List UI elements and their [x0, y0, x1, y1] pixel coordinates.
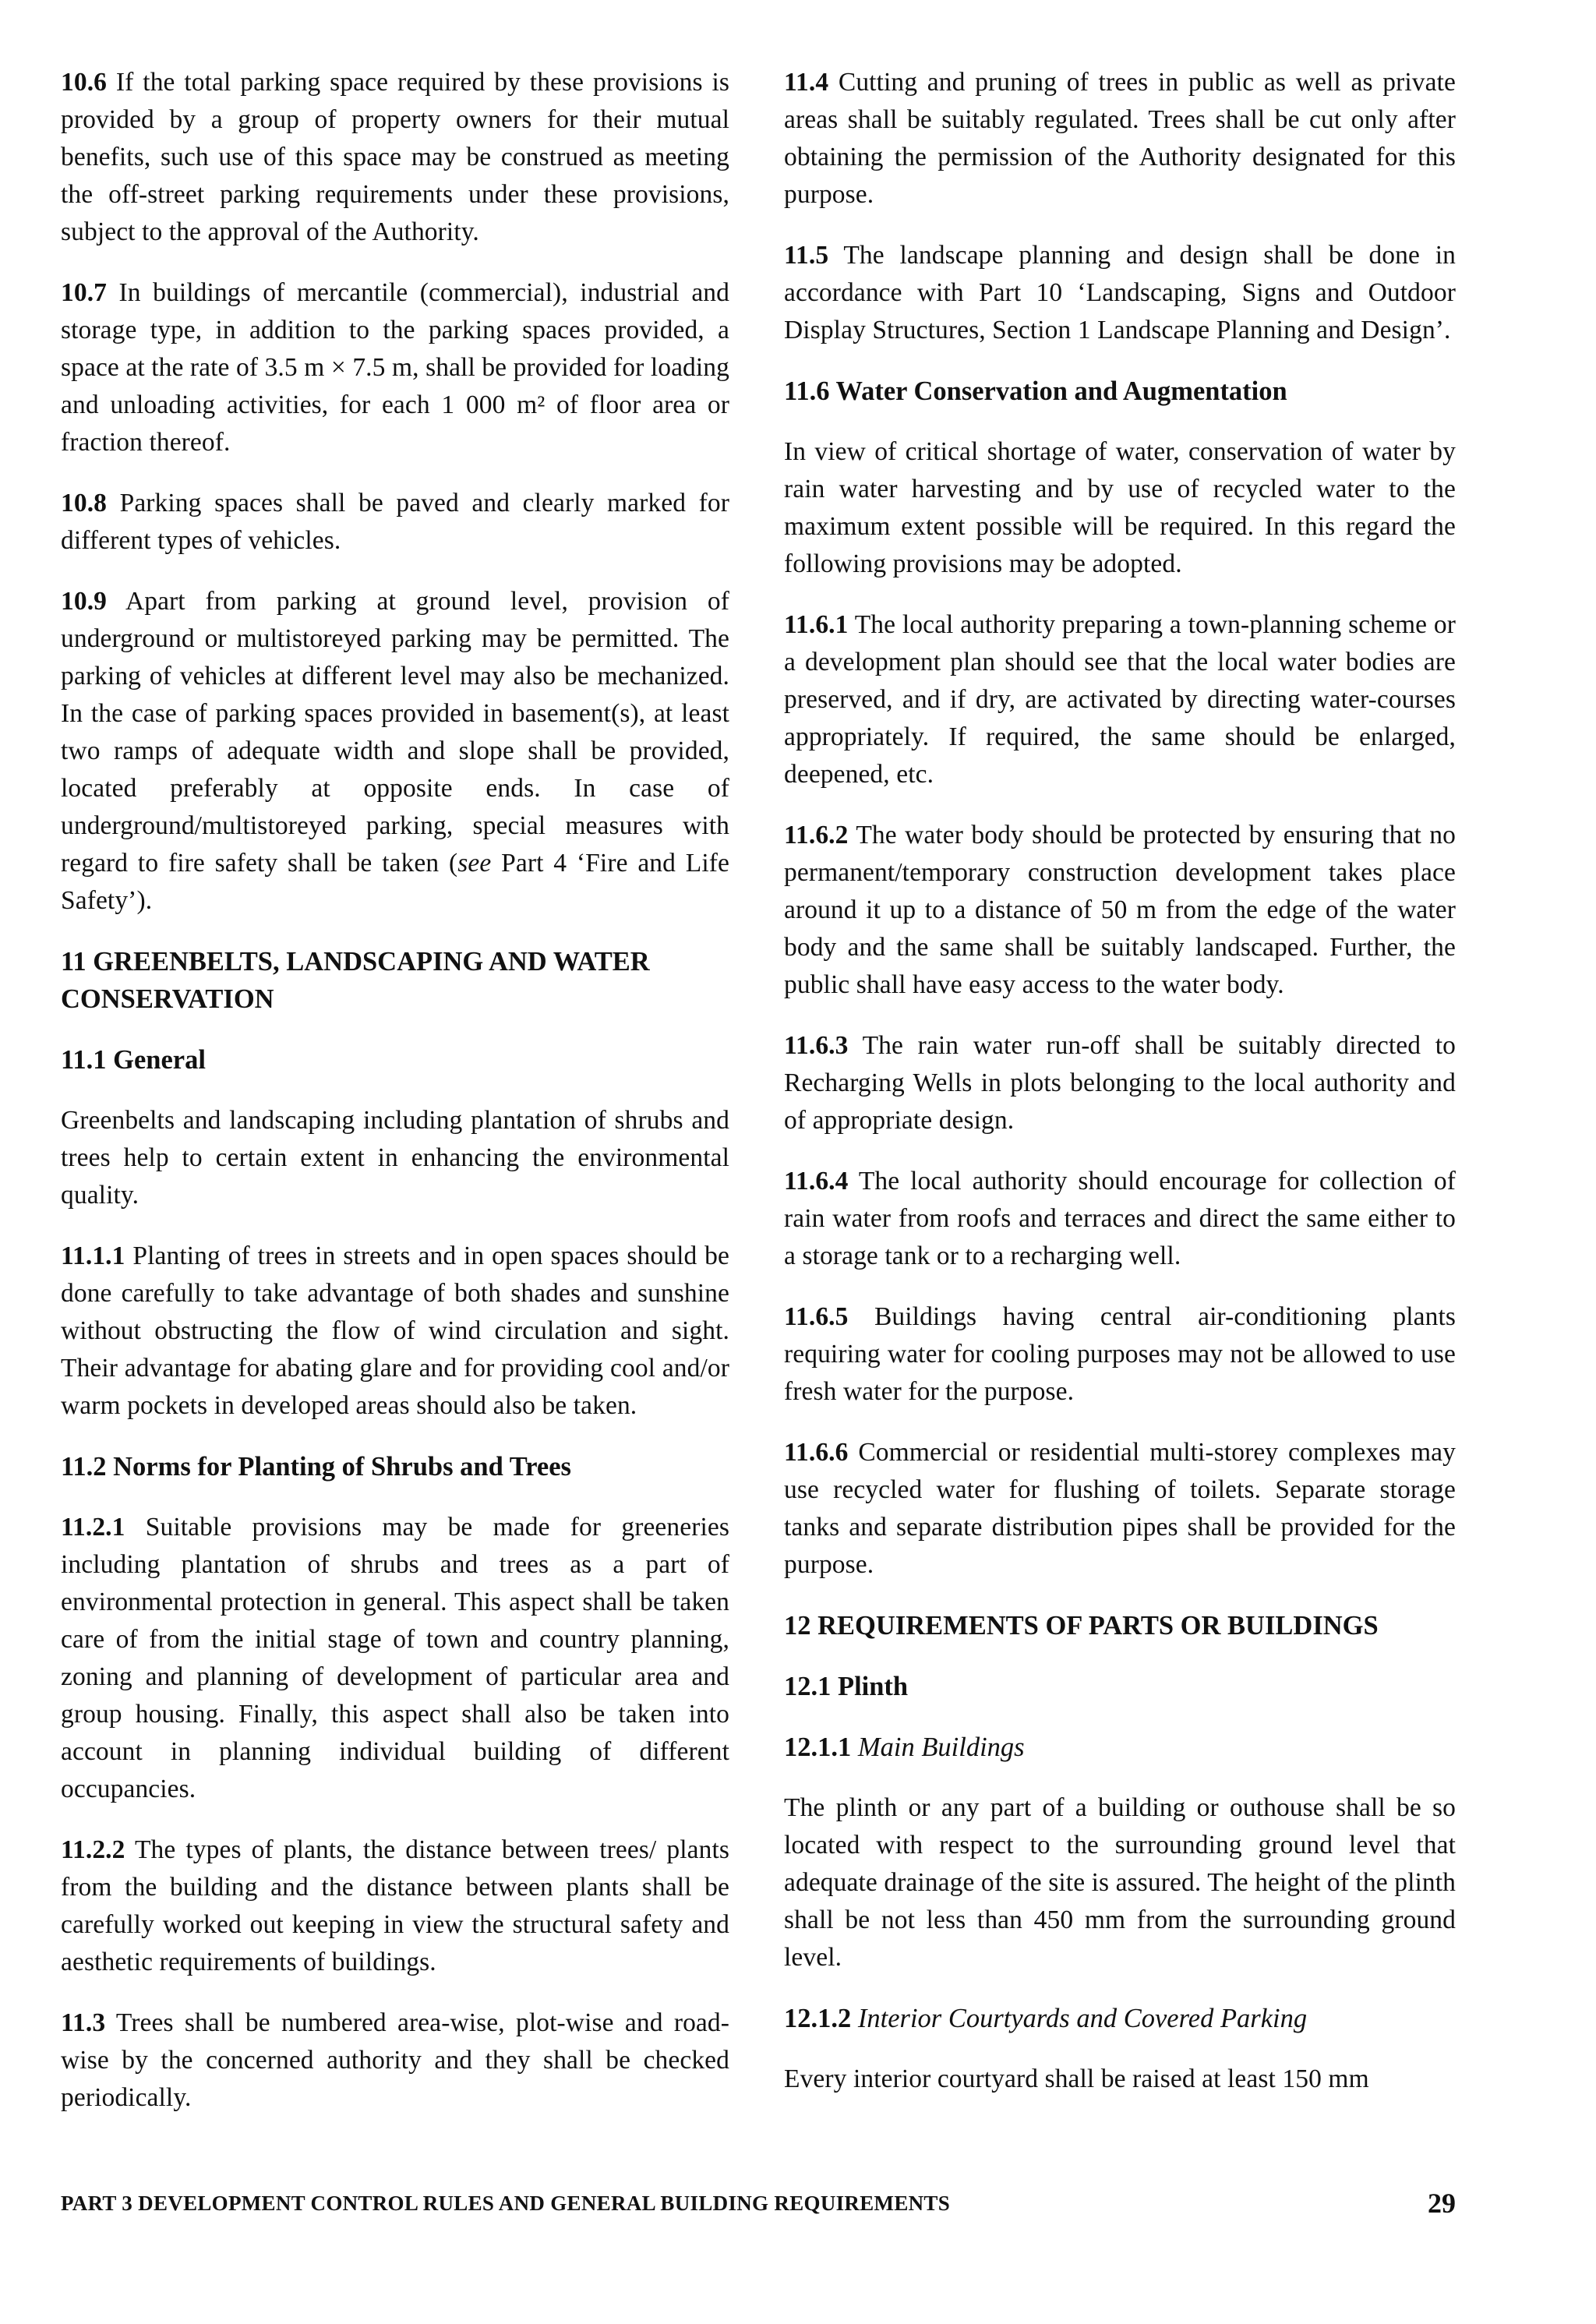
clause-11-4	[784, 64, 1456, 214]
clause-text: The water body should be protected by ensuring that no permanent/temporary construction development takes place around it up to a distance of 50 m from the edge of the water body and the same shall be suitably landscaped. Further, the public shall have easy access to the water body.	[784, 821, 1456, 999]
clause-number: 11.2.1	[61, 1513, 125, 1542]
subheading-12-1	[784, 1668, 1456, 1705]
subheading-12-1-2	[784, 2000, 1456, 2037]
clause-11-6-3	[784, 1027, 1456, 1139]
clause-number: 11.4	[784, 68, 829, 97]
subheading-11-6	[784, 373, 1456, 410]
clause-text: If the total parking space required by these provisions is provided by a group of property owners for their mutual benefits, such use of this space may be construed as meeting the off-street parking requirements under these provisions, subject to the approval of the Authority.	[61, 68, 729, 246]
clause-text: The landscape planning and design shall be done in accordance with Part 10 ‘Landscaping, Signs and Outdoor Display Structures, Section 1 Landscape Planning and Design’.	[784, 241, 1456, 344]
clause-10-8	[61, 485, 729, 560]
subheading-text: General	[113, 1045, 206, 1075]
clause-11-2-1	[61, 1509, 729, 1808]
clause-text: Cutting and pruning of trees in public as well as private areas shall be suitably regulated. Trees shall be cut only after obtaining the permission of the Authority designated for this purpose.	[784, 68, 1456, 209]
left-column	[61, 64, 729, 2140]
subheading-text: Plinth	[838, 1672, 909, 1701]
clause-11-6-2	[784, 817, 1456, 1004]
paragraph	[784, 2061, 1456, 2098]
paragraph	[784, 433, 1456, 583]
subheading-text: Norms for Planting of Shrubs and Trees	[113, 1452, 571, 1482]
clause-11-2-2	[61, 1831, 729, 1981]
section-heading	[61, 943, 729, 1018]
subheading-11-1	[61, 1041, 729, 1079]
clause-text: Greenbelts and landscaping including plantation of shrubs and trees help to certain extent in enhancing the environmental quality.	[61, 1106, 729, 1210]
clause-number: 10.9	[61, 587, 108, 616]
clause-number: 12.1.1	[784, 1732, 852, 1762]
clause-text: Commercial or residential multi-storey complexes may use recycled water for flushing of toilets. Separate storage tanks and separate distribution pipes shall be provided for the purpose.	[784, 1438, 1456, 1579]
page-footer	[61, 2187, 1456, 2224]
clause-number: 11.3	[61, 2008, 106, 2037]
clause-number: 11.2	[61, 1452, 107, 1482]
right-column	[784, 64, 1456, 2121]
clause-number: 11.6.1	[784, 610, 849, 639]
clause-number: 11.2.2	[61, 1835, 125, 1864]
clause-number: 11.6.3	[784, 1031, 849, 1060]
clause-text: The local authority preparing a town-planning scheme or a development plan should see that the local water bodies are preserved, and if dry, are activated by directing water-courses appropriately. If required, the same should be enlarged, deepened, etc.	[784, 610, 1456, 789]
clause-text: Every interior courtyard shall be raised at least 150 mm	[784, 2064, 1369, 2093]
clause-11-6-6	[784, 1434, 1456, 1584]
clause-number: 11.6.5	[784, 1302, 849, 1331]
subheading-text: Water Conservation and Augmentation	[835, 376, 1287, 406]
paragraph	[784, 1789, 1456, 1976]
subheading-11-2	[61, 1448, 729, 1485]
clause-10-7	[61, 274, 729, 461]
clause-number: 10.7	[61, 278, 108, 307]
clause-11-5	[784, 237, 1456, 349]
clause-number: 11.6.2	[784, 821, 849, 849]
section-heading	[784, 1607, 1456, 1644]
clause-text: The types of plants, the distance between trees/ plants from the building and the distance between plants shall be carefully worked out keeping in view the structural safety and aesthetic requirements of buildings.	[61, 1835, 730, 1976]
clause-text: Trees shall be numbered area-wise, plot-wise and road-wise by the concerned authority and they shall be checked periodically.	[61, 2008, 729, 2112]
clause-11-1-1	[61, 1238, 729, 1425]
clause-11-6-4	[784, 1163, 1456, 1275]
clause-number: 10.6	[61, 68, 108, 97]
clause-10-6	[61, 64, 729, 251]
clause-number: 11.1	[61, 1045, 107, 1075]
clause-11-6-5	[784, 1298, 1456, 1411]
clause-number: 11.6.6	[784, 1438, 849, 1467]
clause-text: In buildings of mercantile (commercial), industrial and storage type, in addition to the parking spaces provided, a space at the rate of 3.5 m × 7.5 m, shall be provided for loading and unloading activities, for each 1 000 m² of floor area or fraction thereof.	[61, 278, 730, 457]
clause-text: Suitable provisions may be made for greeneries including plantation of shrubs and trees as a part of environmental protection in general. This aspect shall be taken care of from the initial stage of town and country planning, zoning and planning of development of particular area and group housing. Finally, this aspect shall also be taken into account in planning individual building of different occupancies.	[61, 1513, 729, 1803]
paragraph	[61, 1102, 729, 1214]
subheading-12-1-1	[784, 1729, 1456, 1766]
clause-11-3	[61, 2004, 729, 2117]
clause-text: In view of critical shortage of water, conservation of water by rain water harvesting and by use of recycled water to the maximum extent possible will be required. In this regard the following provisions may be adopted.	[784, 437, 1456, 578]
clause-number: 12.1	[784, 1672, 832, 1701]
clause-10-9	[61, 583, 729, 920]
clause-text: The local authority should encourage for collection of rain water from roofs and terraces and direct the same either to a storage tank or to a recharging well.	[784, 1167, 1457, 1270]
clause-number: 11.5	[784, 241, 829, 270]
clause-number: 11.6	[784, 376, 830, 406]
clause-text: The rain water run-off shall be suitably directed to Recharging Wells in plots belonging to the local authority and of appropriate design.	[784, 1031, 1456, 1135]
clause-number: 10.8	[61, 489, 108, 517]
clause-number: 11.6.4	[784, 1167, 849, 1196]
running-title: PART 3 DEVELOPMENT CONTROL RULES AND GENERAL BUILDING REQUIREMENTS	[61, 2192, 951, 2215]
clause-text: Parking spaces shall be paved and clearly marked for different types of vehicles.	[61, 489, 729, 555]
section-heading-text: 11 GREENBELTS, LANDSCAPING AND WATER CONSERVATION	[61, 947, 650, 1014]
page-number: 29	[1428, 2188, 1456, 2219]
clause-number: 12.1.2	[784, 2004, 852, 2033]
section-heading-text: 12 REQUIREMENTS OF PARTS OR BUILDINGS	[784, 1611, 1379, 1641]
clause-text: Planting of trees in streets and in open spaces should be done carefully to take advantage of both shades and sunshine without obstructing the flow of wind circulation and sight. Their advantage for abating glare and for providing cool and/or warm pockets in developed areas should also be taken.	[61, 1241, 729, 1420]
clause-text: Buildings having central air-conditioning plants requiring water for cooling purposes may not be allowed to use fresh water for the purpose.	[784, 1302, 1457, 1406]
clause-number: 11.1.1	[61, 1241, 125, 1270]
clause-text: The plinth or any part of a building or outhouse shall be so located with respect to the surrounding ground level that adequate drainage of the site is assured. The height of the plinth shall be not less than 450 mm from the surrounding ground level.	[784, 1793, 1456, 1972]
subheading-text: Interior Courtyards and Covered Parking	[857, 2004, 1308, 2033]
see-reference: see	[457, 849, 492, 878]
subheading-text: Main Buildings	[857, 1732, 1025, 1762]
clause-11-6-1	[784, 606, 1456, 793]
clause-text: Apart from parking at ground level, provision of underground or multistoreyed parking may be permitted. The parking of vehicles at different level may also be mechanized. In the case of parking spaces provided in basement(s), at least two ramps of adequate width and slope shall be provided, located preferably at opposite ends. In case of underground/multistoreyed parking, special measures with regard to fire safety shall be taken (see Part 4 ‘Fire and Life Safety’).	[61, 587, 729, 915]
